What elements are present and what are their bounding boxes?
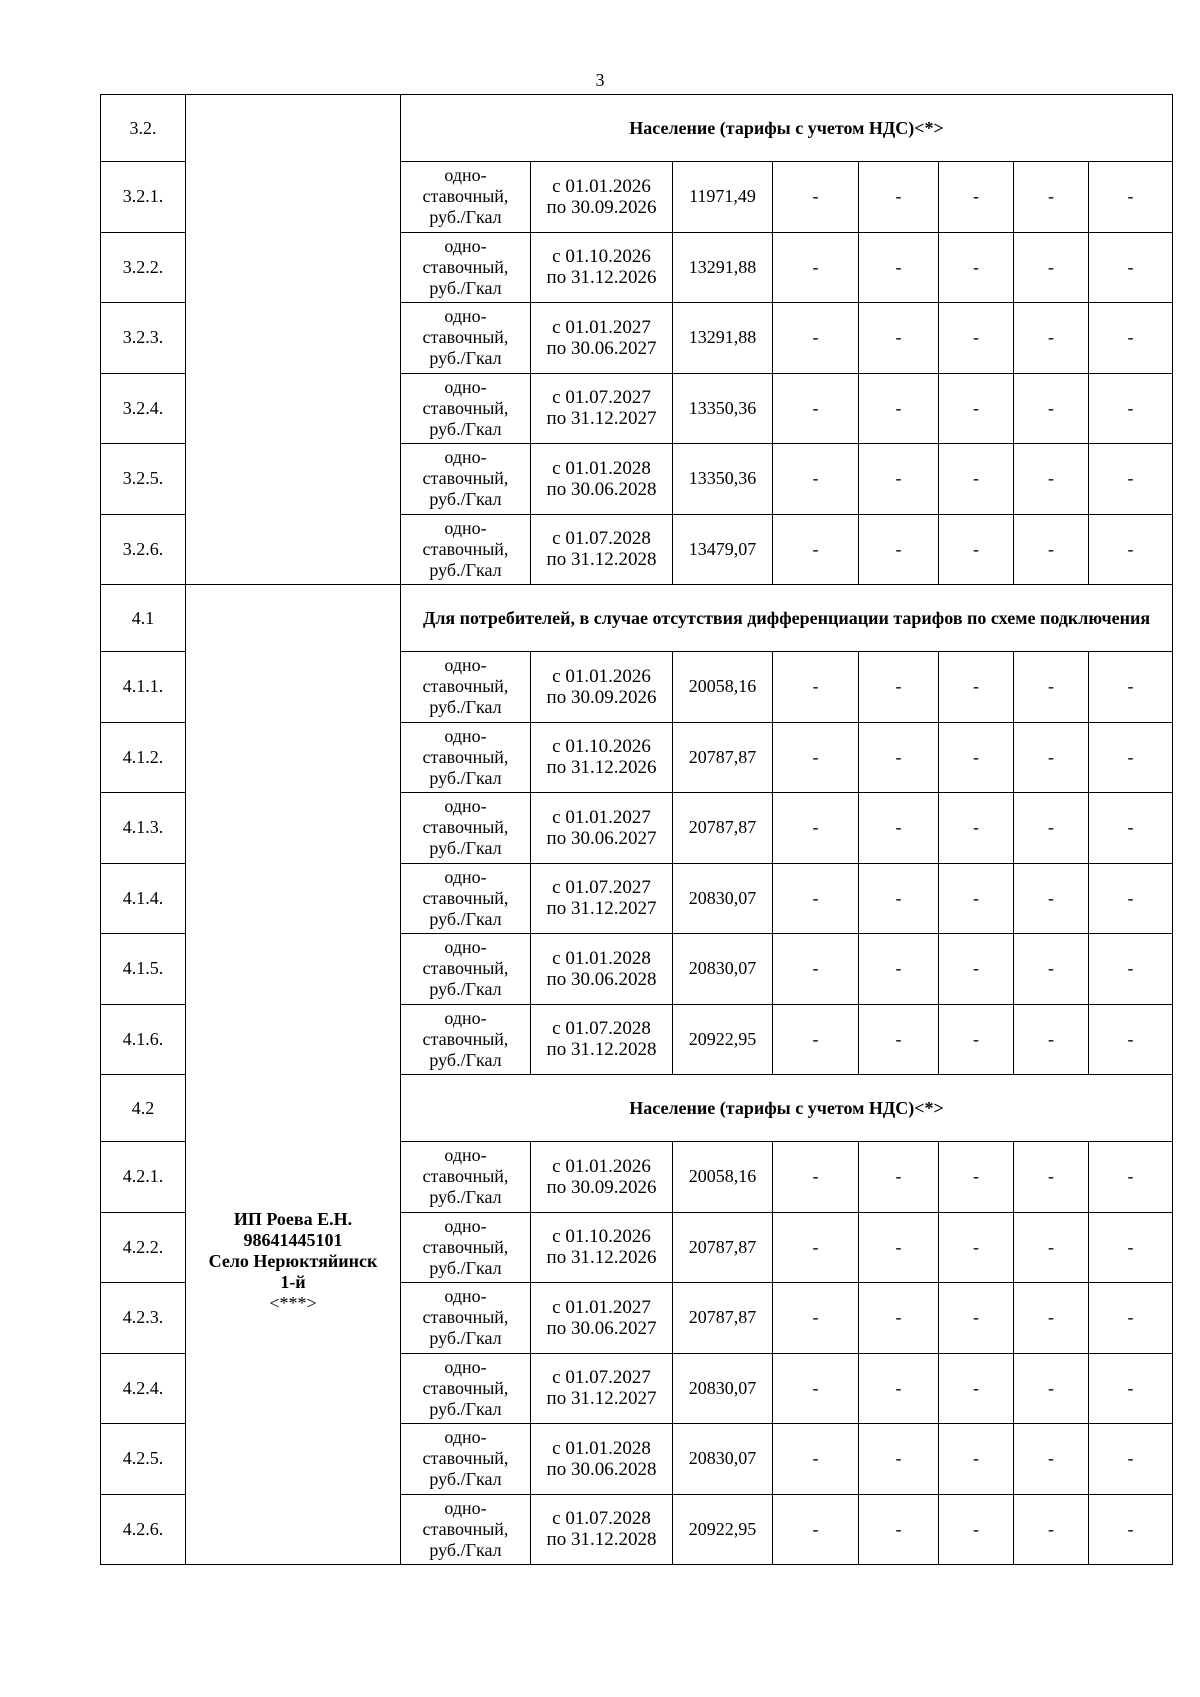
period-cell (531, 162, 673, 233)
period-cell (531, 232, 673, 303)
empty-value-dash: - (773, 444, 859, 515)
empty-value-dash: - (1014, 162, 1089, 233)
rate-type-line: руб./Гкал (429, 838, 502, 859)
empty-value-dash: - (1014, 1283, 1089, 1354)
period-to: по 30.06.2027 (546, 337, 657, 359)
rate-type-line: одно- (444, 866, 487, 887)
empty-value-dash: - (859, 934, 939, 1005)
empty-value-dash: - (939, 303, 1014, 374)
empty-value-dash: - (859, 863, 939, 934)
rate-type-line: руб./Гкал (429, 697, 502, 718)
rate-type-cell (401, 514, 531, 585)
period-cell (531, 444, 673, 515)
rate-type-line: одно- (444, 447, 487, 468)
period-cell (531, 863, 673, 934)
empty-value-dash: - (773, 722, 859, 793)
rate-type-line: ставочный, (422, 676, 509, 697)
rate-type-line: одно- (444, 1145, 487, 1166)
empty-value-dash: - (1089, 1494, 1173, 1565)
organization-block (186, 1209, 400, 1314)
empty-value-dash: - (939, 1283, 1014, 1354)
period-to: по 30.09.2026 (546, 1176, 657, 1198)
period-from: с 01.07.2028 (552, 1018, 651, 1040)
period-to: по 31.12.2026 (546, 757, 657, 779)
rate-type-cell (401, 232, 531, 303)
empty-value-dash: - (1089, 1283, 1173, 1354)
rate-type-cell (401, 303, 531, 374)
rate-type-line: ставочный, (422, 397, 509, 418)
empty-value-dash: - (859, 722, 939, 793)
empty-value-dash: - (1089, 934, 1173, 1005)
section-title: Население (тарифы с учетом НДС)<*> (401, 95, 1173, 162)
empty-value-dash: - (1089, 1142, 1173, 1213)
empty-value-dash: - (859, 303, 939, 374)
rate-type-line: руб./Гкал (429, 418, 502, 439)
rate-type-line: ставочный, (422, 186, 509, 207)
empty-value-dash: - (939, 1494, 1014, 1565)
rate-type-line: ставочный, (422, 538, 509, 559)
period-from: с 01.01.2028 (552, 947, 651, 969)
rate-type-line: одно- (444, 1215, 487, 1236)
rate-type-line: ставочный, (422, 327, 509, 348)
empty-value-dash: - (939, 1142, 1014, 1213)
empty-value-dash: - (1014, 232, 1089, 303)
row-number: 4.1.1. (101, 652, 186, 723)
empty-value-dash: - (773, 1424, 859, 1495)
empty-value-dash: - (859, 1424, 939, 1495)
rate-type-line: руб./Гкал (429, 979, 502, 1000)
rate-type-line: одно- (444, 517, 487, 538)
rate-type-cell (401, 934, 531, 1005)
tariff-value: 20787,87 (673, 1212, 773, 1283)
period-to: по 30.09.2026 (546, 686, 657, 708)
row-number: 3.2.6. (101, 514, 186, 585)
empty-value-dash: - (939, 863, 1014, 934)
empty-value-dash: - (859, 1353, 939, 1424)
period-cell (531, 1424, 673, 1495)
empty-value-dash: - (1014, 1142, 1089, 1213)
section-header-row (101, 585, 1173, 652)
empty-value-dash: - (1014, 1494, 1089, 1565)
period-to: по 31.12.2027 (546, 1388, 657, 1410)
empty-value-dash: - (859, 1494, 939, 1565)
period-cell (531, 303, 673, 374)
rate-type-cell (401, 793, 531, 864)
empty-value-dash: - (939, 1004, 1014, 1075)
empty-value-dash: - (1014, 722, 1089, 793)
empty-value-dash: - (773, 1283, 859, 1354)
empty-value-dash: - (939, 1212, 1014, 1283)
empty-value-dash: - (1089, 232, 1173, 303)
rate-type-line: руб./Гкал (429, 1469, 502, 1490)
period-cell (531, 1494, 673, 1565)
rate-type-line: одно- (444, 655, 487, 676)
row-number: 4.1.5. (101, 934, 186, 1005)
empty-value-dash: - (1014, 1424, 1089, 1495)
period-cell (531, 793, 673, 864)
empty-value-dash: - (1014, 934, 1089, 1005)
period-from: с 01.07.2028 (552, 528, 651, 550)
section-number: 4.2 (101, 1075, 186, 1142)
tariff-table-body (101, 95, 1173, 1565)
rate-type-line: ставочный, (422, 1028, 509, 1049)
rate-type-cell (401, 1424, 531, 1495)
period-cell (531, 722, 673, 793)
period-to: по 30.09.2026 (546, 196, 657, 218)
empty-value-dash: - (859, 652, 939, 723)
empty-value-dash: - (939, 722, 1014, 793)
empty-value-dash: - (939, 373, 1014, 444)
tariff-value: 11971,49 (673, 162, 773, 233)
empty-value-dash: - (1089, 1004, 1173, 1075)
empty-value-dash: - (859, 1004, 939, 1075)
rate-type-line: руб./Гкал (429, 277, 502, 298)
empty-value-dash: - (939, 1424, 1014, 1495)
period-cell (531, 1004, 673, 1075)
period-cell (531, 934, 673, 1005)
rate-type-line: ставочный, (422, 1377, 509, 1398)
empty-value-dash: - (773, 793, 859, 864)
rate-type-line: ставочный, (422, 1166, 509, 1187)
period-to: по 31.12.2026 (546, 1247, 657, 1269)
row-number: 4.2.5. (101, 1424, 186, 1495)
rate-type-line: ставочный, (422, 958, 509, 979)
row-number: 3.2.4. (101, 373, 186, 444)
period-from: с 01.07.2027 (552, 1367, 651, 1389)
rate-type-line: руб./Гкал (429, 1539, 502, 1560)
period-cell (531, 652, 673, 723)
row-number: 4.1.6. (101, 1004, 186, 1075)
tariff-value: 20922,95 (673, 1004, 773, 1075)
rate-type-line: руб./Гкал (429, 767, 502, 788)
empty-value-dash: - (773, 303, 859, 374)
rate-type-line: одно- (444, 1356, 487, 1377)
period-from: с 01.01.2026 (552, 665, 651, 687)
rate-type-line: одно- (444, 725, 487, 746)
row-number: 3.2.2. (101, 232, 186, 303)
rate-type-line: одно- (444, 1427, 487, 1448)
rate-type-line: ставочный, (422, 887, 509, 908)
row-number: 4.2.6. (101, 1494, 186, 1565)
empty-value-dash: - (1014, 652, 1089, 723)
rate-type-line: одно- (444, 376, 487, 397)
empty-value-dash: - (1089, 1424, 1173, 1495)
empty-value-dash: - (939, 232, 1014, 303)
tariff-value: 20787,87 (673, 1283, 773, 1354)
rate-type-cell (401, 1004, 531, 1075)
organization-name: ИП Роева Е.Н. (233, 1209, 353, 1229)
section-number: 3.2. (101, 95, 186, 162)
period-cell (531, 373, 673, 444)
empty-value-dash: - (1089, 373, 1173, 444)
empty-value-dash: - (773, 1353, 859, 1424)
tariff-value: 20922,95 (673, 1494, 773, 1565)
rate-type-line: руб./Гкал (429, 489, 502, 510)
empty-value-dash: - (859, 793, 939, 864)
period-from: с 01.07.2028 (552, 1508, 651, 1530)
rate-type-line: одно- (444, 306, 487, 327)
empty-value-dash: - (1089, 793, 1173, 864)
rate-type-line: руб./Гкал (429, 908, 502, 929)
empty-value-dash: - (1089, 444, 1173, 515)
empty-value-dash: - (1014, 863, 1089, 934)
rate-type-cell (401, 1494, 531, 1565)
period-cell (531, 1283, 673, 1354)
row-number: 3.2.5. (101, 444, 186, 515)
rate-type-line: ставочный, (422, 1307, 509, 1328)
rate-type-line: руб./Гкал (429, 348, 502, 369)
period-cell (531, 1212, 673, 1283)
empty-value-dash: - (939, 444, 1014, 515)
tariff-table (100, 94, 1173, 1565)
period-from: с 01.01.2027 (552, 316, 651, 338)
empty-value-dash: - (773, 232, 859, 303)
organization-cell-blank (186, 95, 401, 585)
empty-value-dash: - (773, 162, 859, 233)
rate-type-line: одно- (444, 796, 487, 817)
period-cell (531, 1353, 673, 1424)
period-to: по 31.12.2028 (546, 1529, 657, 1551)
rate-type-line: руб./Гкал (429, 1398, 502, 1419)
tariff-value: 20830,07 (673, 1353, 773, 1424)
empty-value-dash: - (1089, 162, 1173, 233)
tariff-value: 20830,07 (673, 934, 773, 1005)
organization-code: 98641445101 (243, 1230, 343, 1250)
empty-value-dash: - (859, 162, 939, 233)
rate-type-cell (401, 652, 531, 723)
period-to: по 31.12.2028 (546, 1039, 657, 1061)
period-from: с 01.07.2027 (552, 877, 651, 899)
rate-type-cell (401, 373, 531, 444)
rate-type-line: одно- (444, 165, 487, 186)
period-to: по 31.12.2027 (546, 408, 657, 430)
rate-type-line: ставочный, (422, 468, 509, 489)
tariff-value: 20830,07 (673, 863, 773, 934)
rate-type-line: ставочный, (422, 1518, 509, 1539)
row-number: 4.1.4. (101, 863, 186, 934)
empty-value-dash: - (773, 1494, 859, 1565)
period-from: с 01.01.2026 (552, 1155, 651, 1177)
empty-value-dash: - (1089, 652, 1173, 723)
rate-type-line: руб./Гкал (429, 1257, 502, 1278)
rate-type-line: ставочный, (422, 817, 509, 838)
rate-type-cell (401, 1283, 531, 1354)
rate-type-line: ставочный, (422, 746, 509, 767)
period-from: с 01.10.2026 (552, 736, 651, 758)
empty-value-dash: - (1089, 722, 1173, 793)
period-cell (531, 1142, 673, 1213)
empty-value-dash: - (939, 162, 1014, 233)
empty-value-dash: - (1014, 1212, 1089, 1283)
tariff-value: 20058,16 (673, 652, 773, 723)
empty-value-dash: - (939, 934, 1014, 1005)
empty-value-dash: - (939, 793, 1014, 864)
empty-value-dash: - (773, 863, 859, 934)
period-to: по 30.06.2027 (546, 1317, 657, 1339)
empty-value-dash: - (773, 1004, 859, 1075)
empty-value-dash: - (1089, 514, 1173, 585)
empty-value-dash: - (859, 1283, 939, 1354)
period-to: по 31.12.2026 (546, 267, 657, 289)
row-number: 4.2.3. (101, 1283, 186, 1354)
empty-value-dash: - (1014, 793, 1089, 864)
period-to: по 31.12.2027 (546, 898, 657, 920)
empty-value-dash: - (773, 934, 859, 1005)
period-from: с 01.01.2028 (552, 457, 651, 479)
empty-value-dash: - (859, 1142, 939, 1213)
empty-value-dash: - (939, 652, 1014, 723)
empty-value-dash: - (1089, 303, 1173, 374)
period-to: по 30.06.2027 (546, 827, 657, 849)
section-title: Население (тарифы с учетом НДС)<*> (401, 1075, 1173, 1142)
tariff-value: 20787,87 (673, 722, 773, 793)
tariff-value: 13291,88 (673, 303, 773, 374)
empty-value-dash: - (773, 373, 859, 444)
empty-value-dash: - (939, 514, 1014, 585)
row-number: 4.2.2. (101, 1212, 186, 1283)
period-to: по 31.12.2028 (546, 549, 657, 571)
row-number: 4.2.4. (101, 1353, 186, 1424)
row-number: 4.1.3. (101, 793, 186, 864)
rate-type-line: руб./Гкал (429, 1187, 502, 1208)
empty-value-dash: - (1089, 1353, 1173, 1424)
empty-value-dash: - (1014, 444, 1089, 515)
tariff-value: 20830,07 (673, 1424, 773, 1495)
empty-value-dash: - (859, 444, 939, 515)
section-number: 4.1 (101, 585, 186, 652)
rate-type-line: руб./Гкал (429, 559, 502, 580)
rate-type-cell (401, 863, 531, 934)
tariff-value: 13291,88 (673, 232, 773, 303)
empty-value-dash: - (1014, 1353, 1089, 1424)
period-from: с 01.01.2027 (552, 806, 651, 828)
organization-settlement-suffix: 1-й (280, 1272, 306, 1292)
rate-type-line: ставочный, (422, 1236, 509, 1257)
empty-value-dash: - (859, 1212, 939, 1283)
row-number: 3.2.1. (101, 162, 186, 233)
period-from: с 01.01.2028 (552, 1437, 651, 1459)
rate-type-line: ставочный, (422, 1448, 509, 1469)
empty-value-dash: - (859, 373, 939, 444)
rate-type-line: руб./Гкал (429, 207, 502, 228)
period-from: с 01.01.2026 (552, 175, 651, 197)
period-to: по 30.06.2028 (546, 478, 657, 500)
rate-type-line: одно- (444, 1497, 487, 1518)
tariff-value: 13479,07 (673, 514, 773, 585)
period-cell (531, 514, 673, 585)
empty-value-dash: - (1014, 514, 1089, 585)
organization-cell (186, 585, 401, 1565)
period-from: с 01.10.2026 (552, 246, 651, 268)
rate-type-cell (401, 162, 531, 233)
page-number: 3 (595, 70, 605, 90)
rate-type-cell (401, 1142, 531, 1213)
rate-type-cell (401, 1212, 531, 1283)
period-from: с 01.01.2027 (552, 1296, 651, 1318)
rate-type-line: руб./Гкал (429, 1328, 502, 1349)
rate-type-line: одно- (444, 1286, 487, 1307)
rate-type-cell (401, 722, 531, 793)
tariff-value: 20058,16 (673, 1142, 773, 1213)
empty-value-dash: - (1014, 1004, 1089, 1075)
period-from: с 01.10.2026 (552, 1226, 651, 1248)
rate-type-line: руб./Гкал (429, 1049, 502, 1070)
empty-value-dash: - (1089, 863, 1173, 934)
period-to: по 30.06.2028 (546, 1458, 657, 1480)
section-header-row (101, 95, 1173, 162)
period-to: по 30.06.2028 (546, 968, 657, 990)
empty-value-dash: - (859, 514, 939, 585)
period-from: с 01.07.2027 (552, 387, 651, 409)
section-title: Для потребителей, в случае отсутствия дифференциации тарифов по схеме подключения (401, 585, 1173, 652)
row-number: 3.2.3. (101, 303, 186, 374)
tariff-value: 20787,87 (673, 793, 773, 864)
row-number: 4.1.2. (101, 722, 186, 793)
empty-value-dash: - (859, 232, 939, 303)
tariff-value: 13350,36 (673, 444, 773, 515)
empty-value-dash: - (773, 514, 859, 585)
rate-type-cell (401, 444, 531, 515)
empty-value-dash: - (1014, 303, 1089, 374)
rate-type-line: ставочный, (422, 256, 509, 277)
rate-type-line: одно- (444, 937, 487, 958)
empty-value-dash: - (773, 652, 859, 723)
empty-value-dash: - (1014, 373, 1089, 444)
empty-value-dash: - (939, 1353, 1014, 1424)
organization-settlement: Село Нерюктяйинск (208, 1251, 378, 1271)
empty-value-dash: - (773, 1142, 859, 1213)
organization-note: <***> (269, 1293, 317, 1313)
rate-type-cell (401, 1353, 531, 1424)
row-number: 4.2.1. (101, 1142, 186, 1213)
empty-value-dash: - (773, 1212, 859, 1283)
rate-type-line: одно- (444, 235, 487, 256)
tariff-value: 13350,36 (673, 373, 773, 444)
rate-type-line: одно- (444, 1007, 487, 1028)
empty-value-dash: - (1089, 1212, 1173, 1283)
